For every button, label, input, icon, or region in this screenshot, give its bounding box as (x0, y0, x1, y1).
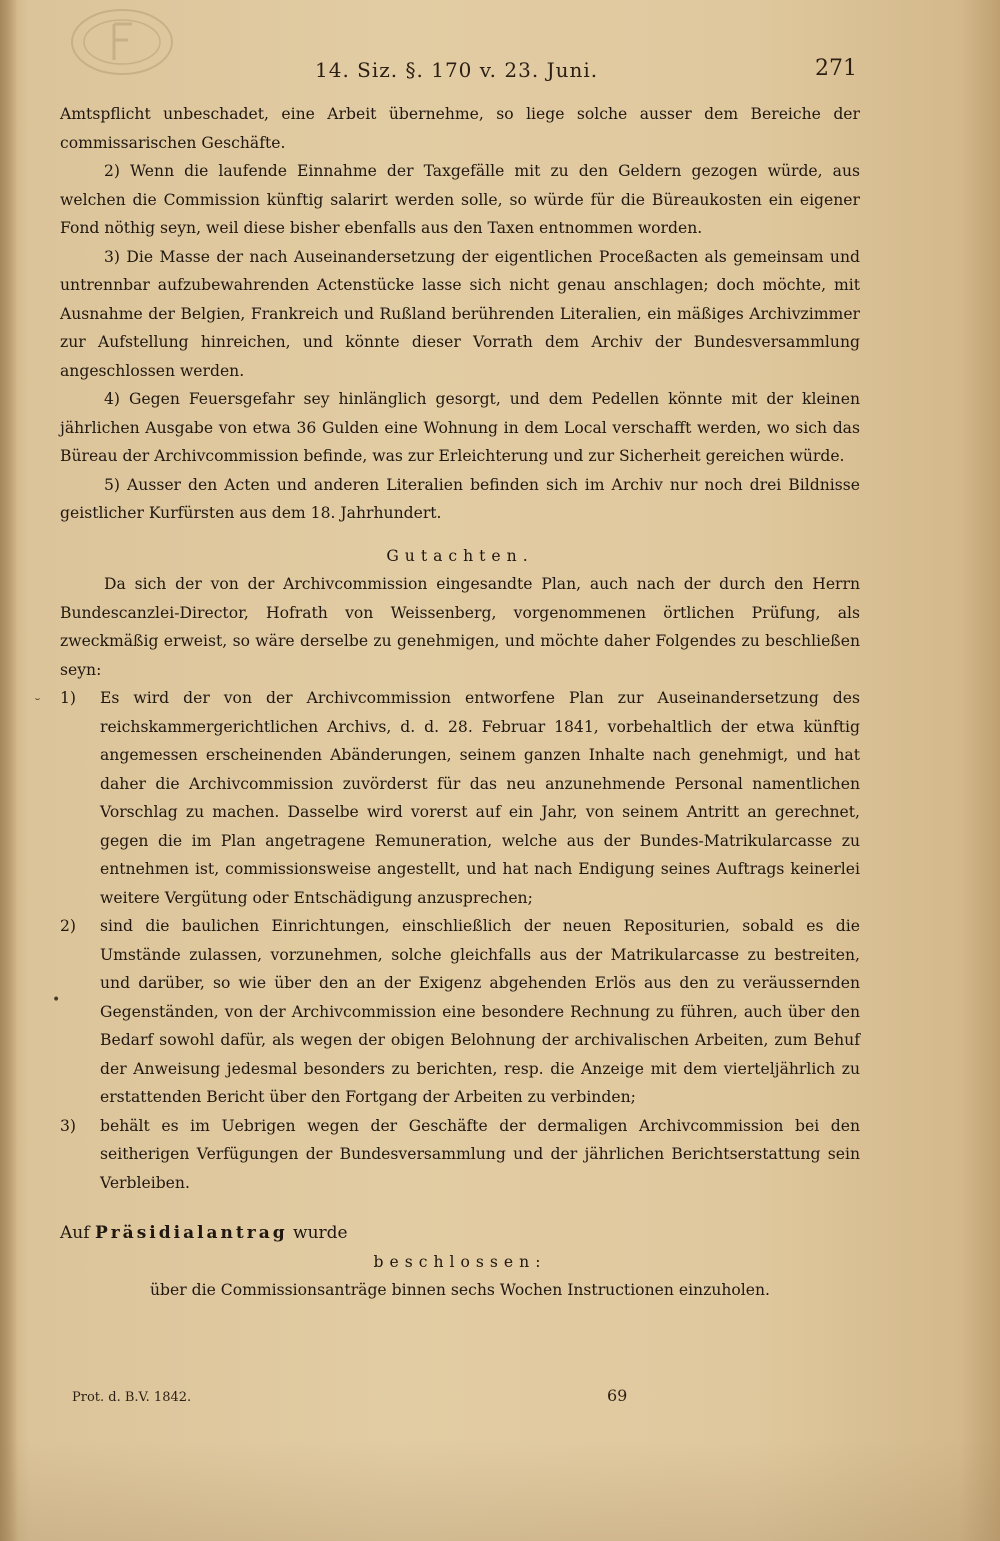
resolution-antrag: Präsidialantrag (94, 1223, 288, 1243)
resolution-heading (60, 1219, 860, 1248)
page-footer (72, 1386, 832, 1420)
resolution-item (60, 912, 860, 1112)
page-number: 271 (815, 56, 857, 81)
item-number: 1) (60, 689, 77, 707)
paragraph-point-2: 2) Wenn die laufende Einnahme der Taxgefälle mit zu den Geldern gezogen würde, aus welchen die Commission künftig salarirt werden solle, so würde für die Büreaukosten ein eigener Fond nöthig seyn, weil diese bisher ebenfalls aus den Taxen entnommen worden. (60, 162, 860, 237)
item-number: 2) (60, 917, 77, 935)
margin-dot-icon: • (52, 992, 61, 1008)
running-head-text: 14. Siz. §. 170 v. 23. Juni. (315, 58, 599, 82)
resolution-item (60, 1112, 860, 1198)
resolution-suffix: wurde (293, 1223, 348, 1243)
resolution-prefix: Auf (60, 1223, 90, 1243)
resolution-text: über die Commissionsanträge binnen sechs Wochen Instructionen einzuholen. (149, 1281, 771, 1299)
paragraph-point-5: 5) Ausser den Acten und anderen Literalien befinden sich im Archiv nur noch drei Bildnisse geistlicher Kurfürsten aus dem 18. Jahrhundert. (60, 475, 860, 522)
page-bottom-shade (0, 1440, 1000, 1541)
item-number: 3) (60, 1116, 77, 1135)
signature-mark: 69 (607, 1386, 628, 1405)
section-heading-gutachten: Gutachten. (386, 546, 534, 565)
item-text: behält es im Uebrigen wegen der Geschäfte der dermaligen Archivcommission bei den seitherigen Verfügungen der Bundesversammlung und der jährlichen Berichtserstattung sein Verbleiben. (100, 1116, 860, 1192)
protocol-reference: Prot. d. B.V. 1842. (72, 1390, 192, 1405)
running-header (60, 56, 860, 92)
page-edge-shadow (0, 0, 18, 1541)
item-text: sind die baulichen Einrichtungen, einschließlich der neuen Repositurien, sobald es die Umstände zulassen, vorzunehmen, solche gleichfalls aus der Matrikularcasse zu bestreiten, und darüber, so wie über den an der Exigenz abgehenden Erlös aus den zu veräussernden Gegenständen, von der Archivcommission eine besondere Rechnung zu führen, auch über den Bedarf sowohl dafür, als wegen der obigen Belohnung der archivalischen Arbeiten, zum Behuf der Anweisung jedesmal besonders zu berichten, resp. die Anzeige mit dem vierteljährlich zu erstattenden Bericht über den Fortgang der Arbeiten zu verbinden; (100, 917, 860, 1106)
item-text: Es wird der von der Archivcommission entworfene Plan zur Auseinandersetzung des reichskammergerichtlichen Archivs, d. d. 28. Februar 1841, vorbehaltlich der etwa künftig angemessen erscheinenden Abänderungen, seinem ganzen Inhalte nach genehmigt, und hat daher die Archivcommission zuvörderst für das neu anzunehmende Personal namentlichen Vorschlag zu machen. Dasselbe wird vorerst auf ein Jahr, von seinem Antritt an gerechnet, gegen die im Plan angetragene Remuneration, welche aus der Bundes-Matrikularcasse zu entnehmen ist, commissionsweise angestellt, und hat nach Endigung seines Auftrags keinerlei weitere Vergütung oder Entschädigung anzusprechen; (100, 689, 860, 907)
document-body (60, 100, 860, 1305)
paragraph-continuation: Amtspflicht unbeschadet, eine Arbeit übernehme, so liege solche ausser dem Bereiche der commissarischen Geschäfte. (60, 105, 860, 152)
gutachten-intro: Da sich der von der Archivcommission eingesandte Plan, auch nach der durch den Herrn Bundescanzlei-Director, Hofrath von Weissenberg, vorgenommenen örtlichen Prüfung, als zweckmäßig erweist, so wäre derselbe zu genehmigen, und möchte daher Folgendes zu beschließen seyn: (60, 575, 860, 679)
margin-tick-icon: ˘ (34, 697, 41, 713)
paragraph-point-4: 4) Gegen Feuersgefahr sey hinlänglich gesorgt, und dem Pedellen könnte mit der kleinen jährlichen Ausgabe von etwa 36 Gulden eine Wohnung in dem Local verschafft werden, wo sich das Büreau der Archivcommission befinde, was zur Erleichterung und zur Sicherheit gereichen würde. (60, 390, 860, 465)
paragraph-point-3: 3) Die Masse der nach Auseinandersetzung der eigentlichen Proceßacten als gemeinsam und untrennbar aufzubewahrenden Actenstücke lasse sich nicht genau anschlagen; doch möchte, mit Ausnahme der Belgien, Frankreich und Rußland berührenden Literalien, ein mäßiges Archivzimmer zur Aufstellung hinreichen, und könnte dieser Vorrath dem Archiv der Bundesversammlung angeschlossen werden. (60, 247, 860, 380)
resolution-item (60, 684, 860, 912)
resolution-beschlossen: beschlossen: (373, 1252, 547, 1271)
